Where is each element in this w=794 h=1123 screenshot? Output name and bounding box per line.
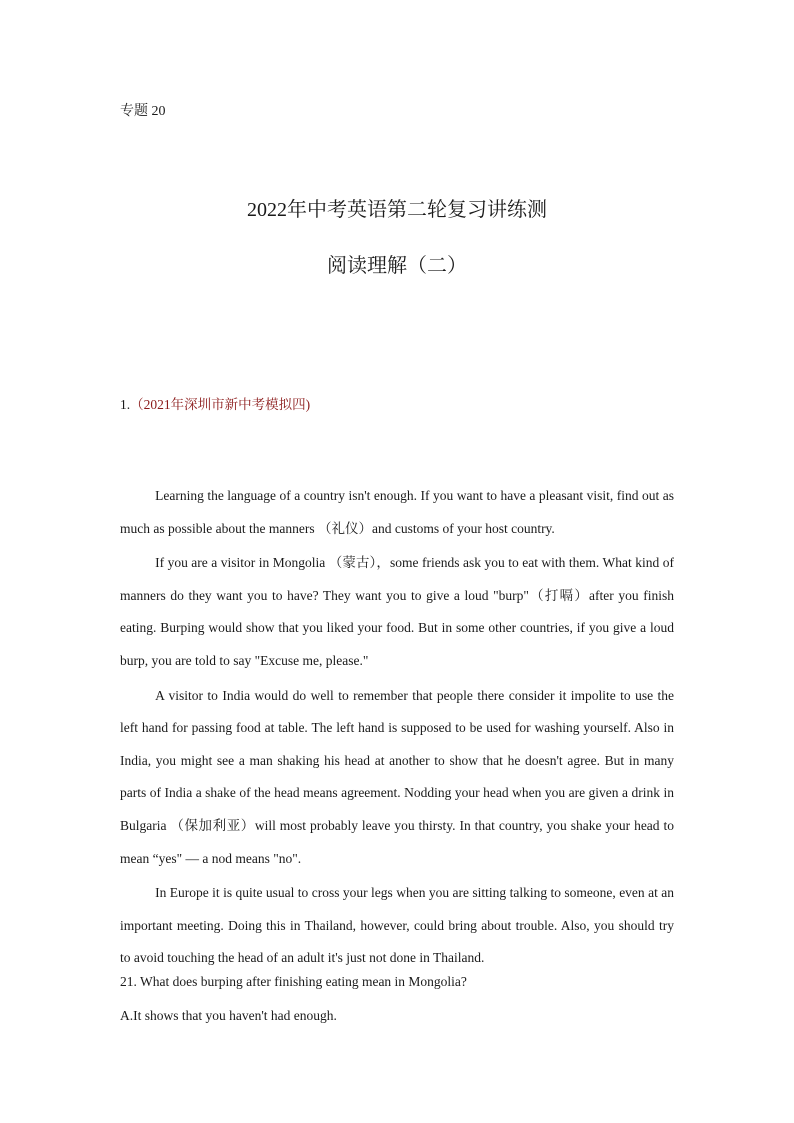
document-subtitle: 阅读理解（二） bbox=[327, 255, 467, 277]
passage-paragraph: If you are a visitor in Mongolia （蒙古），some friends ask you to eat with them. What kind of manners do they want you to have? They want you to give a loud "burp"（打嗝）after you finish eating. Burping would show that you liked your food. But in some other countries, if you give a loud burp, you are told to say "Excuse me, please." bbox=[120, 555, 674, 668]
passage-paragraph: Learning the language of a country isn't enough. If you want to have a pleasant visit, find out as much as possible about the manners （礼仪）and customs of your host country. bbox=[120, 488, 674, 536]
passage-paragraph: A visitor to India would do well to remember that people there consider it impolite to use the left hand for passing food at table. The left hand is supposed to be used for washing yourself. Also in India, you might see a man shaking his head at another to show that he doesn't agree. But in many parts of India a shake of the head means agreement. Nodding your head when you are given a drink in Bulgaria （保加利亚）will most probably leave you thirsty. In that country, you shake your head to mean “yes" — a nod means "no". bbox=[120, 687, 674, 866]
question-heading bbox=[120, 395, 310, 415]
topic-label: 专题 20 bbox=[120, 104, 166, 119]
question-number: 1. bbox=[120, 397, 131, 412]
answer-option: A.It shows that you haven't had enough. bbox=[120, 1008, 337, 1023]
passage-paragraph: In Europe it is quite usual to cross your legs when you are sitting talking to someone, even at an important meeting. Doing this in Thailand, however, could bring about trouble. Also, you should try to avoid touching the head of an adult it's just not done in Thailand. bbox=[120, 885, 674, 966]
document-title: 2022年中考英语第二轮复习讲练测 bbox=[247, 199, 547, 221]
question-stem: 21. What does burping after finishing eating mean in Mongolia? bbox=[120, 974, 467, 989]
reading-passage bbox=[120, 480, 674, 977]
question-source: （2021年深圳市新中考模拟四) bbox=[130, 397, 311, 412]
